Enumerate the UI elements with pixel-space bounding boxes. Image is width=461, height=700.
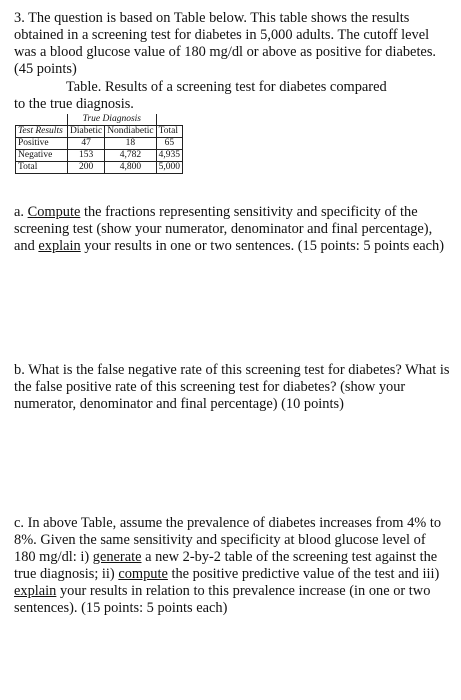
- part-a-suffix: your results in one or two sentences. (15 points: 5 points each): [80, 238, 445, 254]
- part-a-verb-compute: Compute: [27, 204, 81, 220]
- answer-space-a: [14, 255, 450, 362]
- part-c-text-1: a new 2-by-2 table of the screening test against the true diagnosis; ii): [14, 549, 438, 582]
- cell-positive-diabetic: 47: [68, 138, 105, 150]
- col-header-test-results: Test Results: [16, 126, 68, 138]
- table-row: [16, 138, 183, 150]
- spacer: [14, 174, 450, 204]
- cell-total-diabetic: 200: [68, 162, 105, 174]
- cell-negative-total: 4,935: [156, 150, 182, 162]
- table-group-header-row: [16, 114, 183, 126]
- table-caption-line-2: to the true diagnosis.: [14, 96, 134, 112]
- row-label-positive: Positive: [16, 138, 68, 150]
- part-c-prefix: c. In above Table, assume the prevalence of diabetes increases from 4% to 8%. Given the same sensitivity and specificity at blood glucose level of 180 mg/dl: i): [14, 515, 442, 565]
- table-row: [16, 162, 183, 174]
- table-corner-cell: [16, 114, 68, 126]
- row-label-negative: Negative: [16, 150, 68, 162]
- col-header-total: Total: [156, 126, 182, 138]
- part-a-verb-explain: explain: [38, 238, 81, 254]
- col-header-diabetic: Diabetic: [68, 126, 105, 138]
- screening-results-table: [15, 114, 183, 174]
- part-c-verb-explain: explain: [14, 583, 57, 599]
- row-label-total: Total: [16, 162, 68, 174]
- part-a-question: [14, 204, 450, 255]
- part-c-question: [14, 515, 450, 617]
- part-c-verb-compute: compute: [118, 566, 168, 582]
- cell-positive-nondiabetic: 18: [105, 138, 156, 150]
- cell-total-nondiabetic: 4,800: [105, 162, 156, 174]
- part-c-verb-generate: generate: [92, 549, 142, 565]
- table-row: [16, 150, 183, 162]
- part-c-suffix: your results in relation to this prevalence increase (in one or two sentences). (15 points: 5 points each): [14, 583, 431, 616]
- question-document: [14, 10, 450, 617]
- part-b-question: b. What is the false negative rate of this screening test for diabetes? What is the false positive rate of this screening test for diabetes? (show your numerator, denominator and final percentage) (10 points): [14, 362, 450, 412]
- part-a-text: the fractions representing sensitivity and specificity of the screening test (show your numerator, denominator and final percentage), and: [14, 204, 433, 254]
- question-intro: 3. The question is based on Table below. This table shows the results obtained in a screening test for diabetes in 5,000 adults. The cutoff level was a blood glucose value of 180 mg/dl or above as positive for diabetes. (45 points): [14, 10, 437, 77]
- part-a-prefix: a.: [14, 204, 28, 220]
- cell-positive-total: 65: [156, 138, 182, 150]
- cell-total-total: 5,000: [156, 162, 182, 174]
- table-caption-line-1: Table. Results of a screening test for diabetes compared: [66, 79, 387, 95]
- answer-space-b: [14, 413, 450, 515]
- cell-negative-nondiabetic: 4,782: [105, 150, 156, 162]
- true-diagnosis-header: True Diagnosis: [68, 114, 157, 126]
- table-empty-cell: [156, 114, 182, 126]
- part-c-text-2: the positive predictive value of the test and iii): [167, 566, 440, 582]
- table-column-header-row: [16, 126, 183, 138]
- col-header-nondiabetic: Nondiabetic: [105, 126, 156, 138]
- cell-negative-diabetic: 153: [68, 150, 105, 162]
